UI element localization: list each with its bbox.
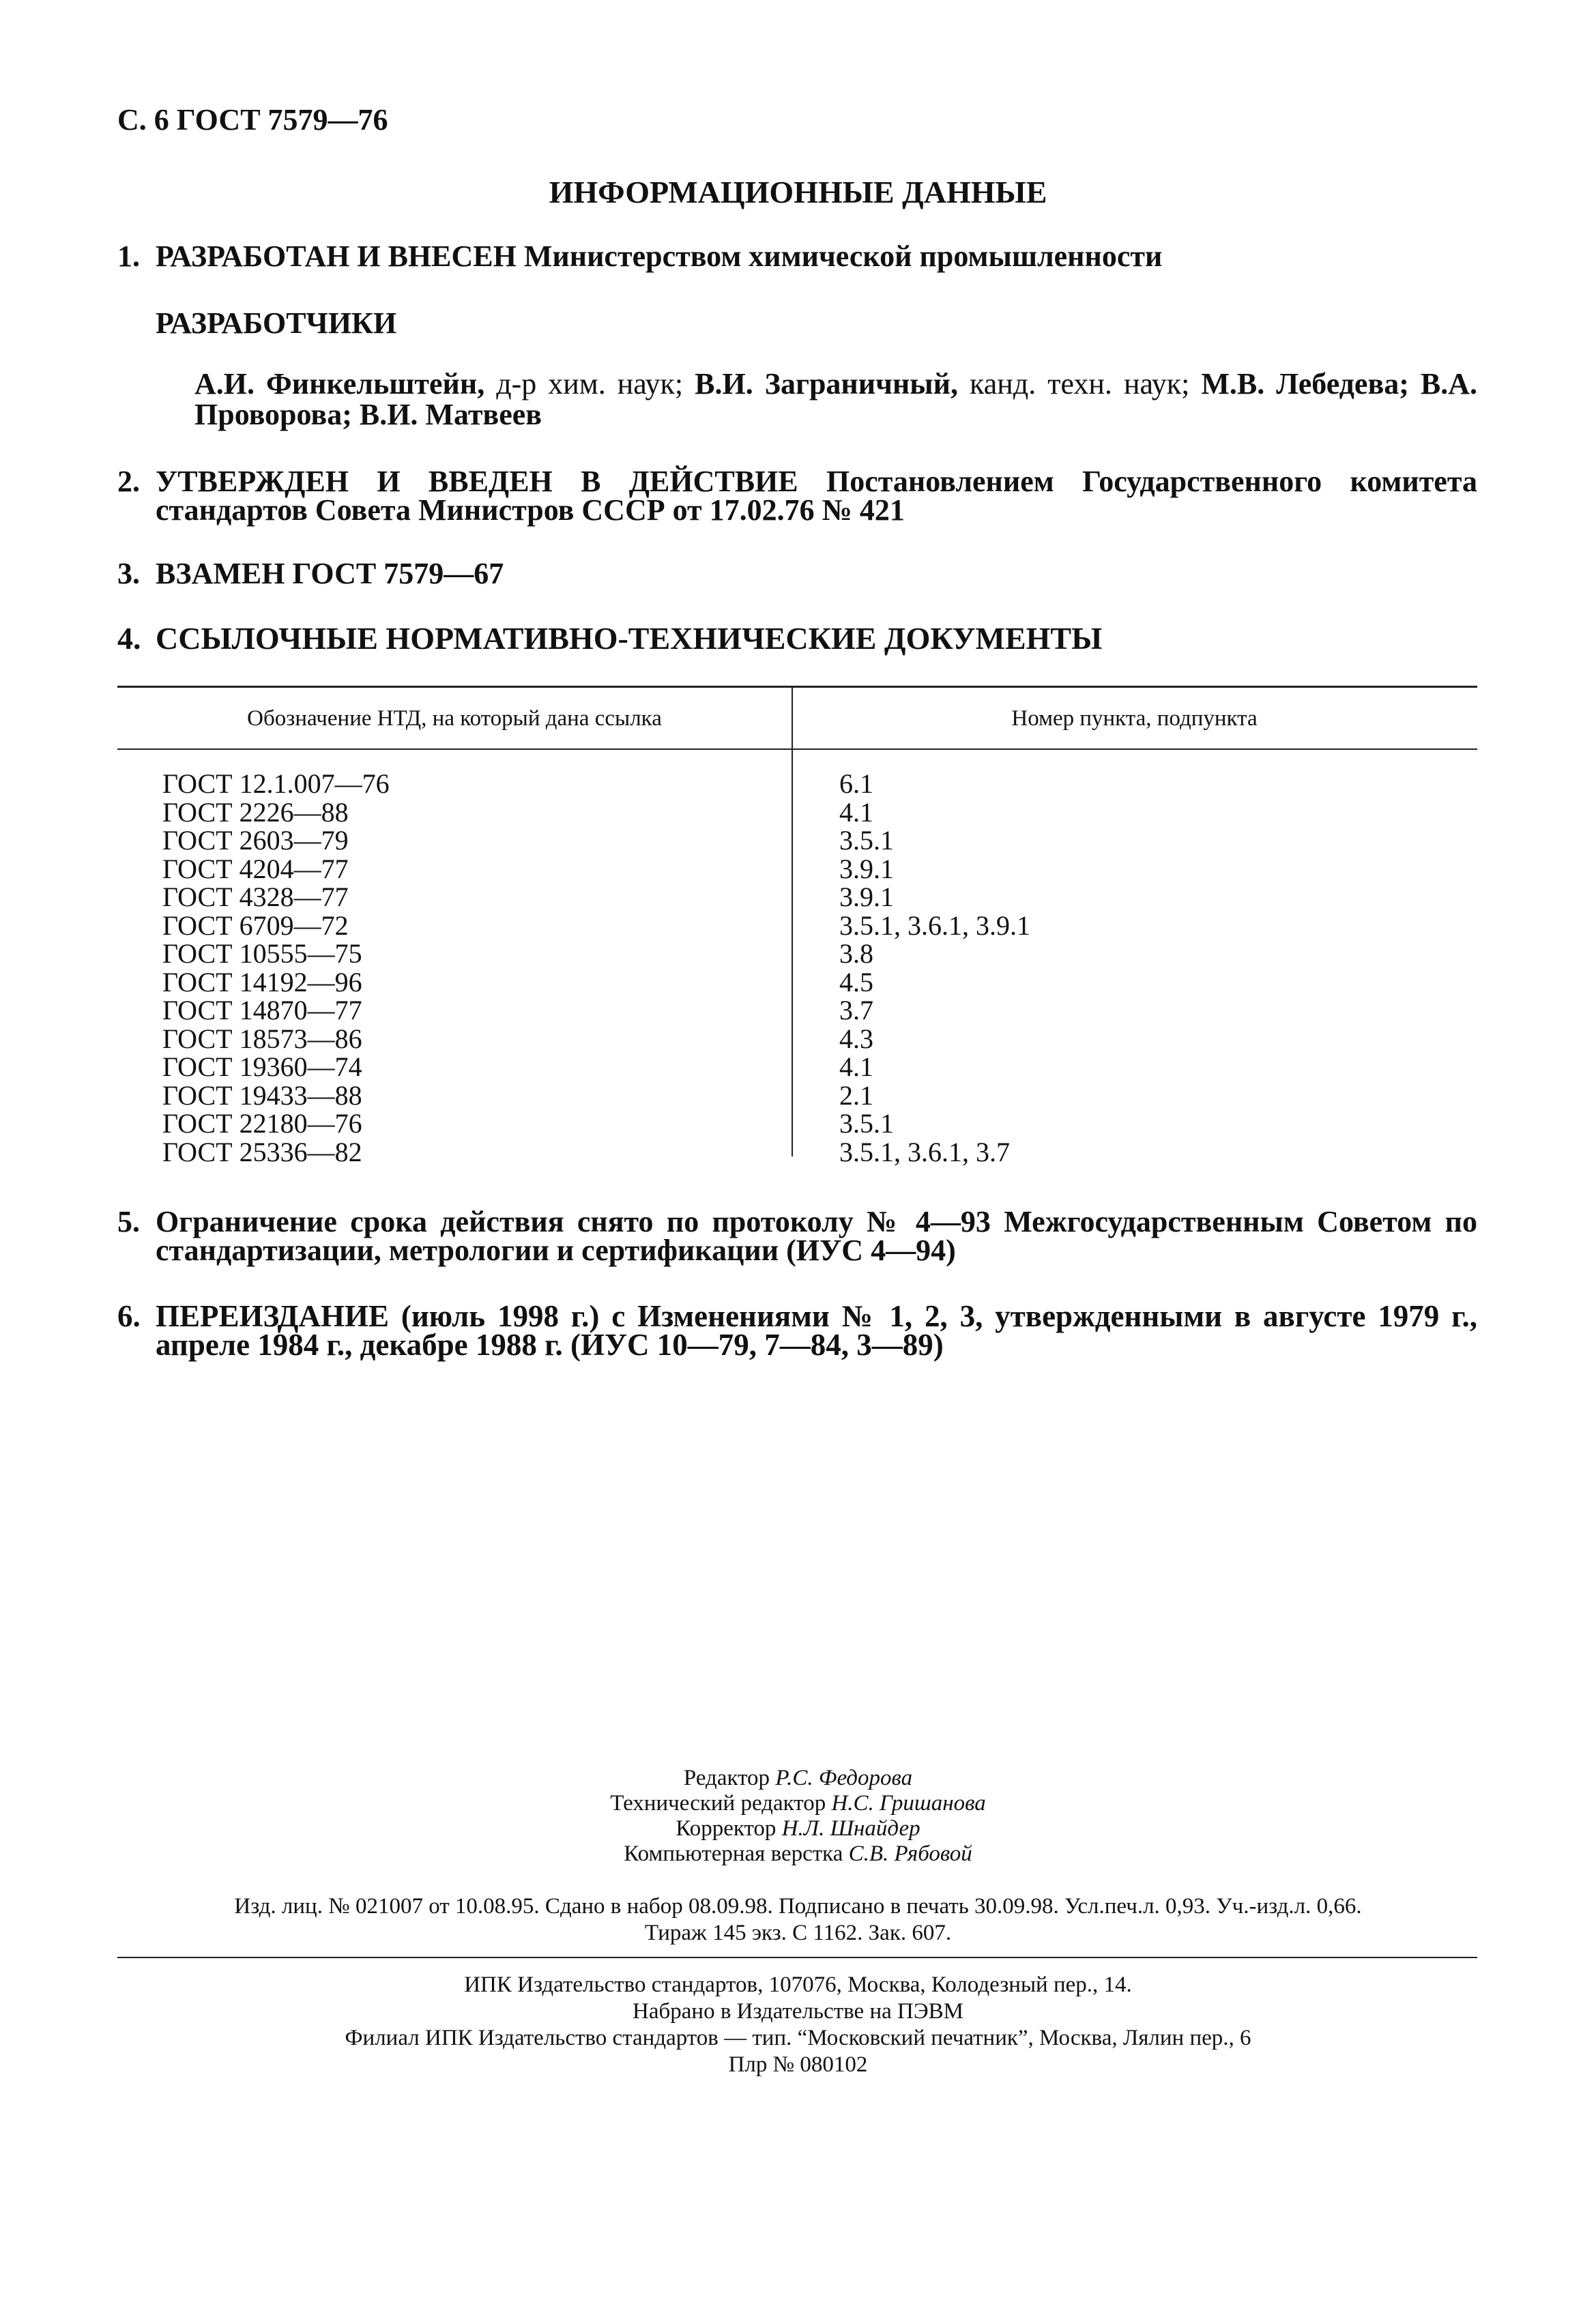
publication-line: Изд. лиц. № 021007 от 10.08.95. Сдано в набор 08.09.98. Подписано в печать 30.09.98. Усл.печ.л. 0,93. Уч.-изд.л. 0,66.	[234, 1894, 1362, 1919]
table-cell-doc: ГОСТ 19360—74	[162, 1051, 362, 1082]
imprint-label: Редактор	[683, 1766, 770, 1790]
table-header-doc: Обозначение НТД, на который дана ссылка	[247, 706, 662, 731]
item-6	[117, 1299, 1477, 1362]
table-cell-clause: 3.7	[839, 995, 873, 1025]
item-3	[117, 559, 1482, 588]
table-cell-clause: 4.1	[839, 796, 873, 828]
imprint-label: Корректор	[676, 1816, 777, 1841]
table-cell-clause: 4.1	[839, 1051, 873, 1082]
table-cell-doc: ГОСТ 6709—72	[162, 909, 349, 941]
item-2	[117, 467, 1477, 525]
developer-degree: канд. техн. наук;	[958, 367, 1202, 401]
developer-names: М.В. Лебедева; В.А. Проворова; В.И. Матвеев	[194, 367, 1478, 431]
page-header: С. 6 ГОСТ 7579—76	[117, 103, 388, 136]
table-cell-clause: 6.1	[839, 768, 873, 799]
imprint-editor	[0, 1766, 1596, 1791]
developer-degree: д-р хим. наук;	[484, 367, 695, 401]
table-cell-clause: 4.5	[839, 966, 873, 998]
item-3-text: ВЗАМЕН ГОСТ 7579—67	[156, 557, 504, 590]
publisher-block	[0, 1972, 1596, 2078]
table-column-clause	[839, 770, 1030, 1166]
table-cell-doc: ГОСТ 2603—79	[162, 825, 349, 856]
table-cell-clause: 3.9.1	[839, 853, 894, 884]
table-cell-clause: 3.5.1	[839, 1108, 894, 1139]
item-2-text: Постановлением Государственного комитета стандартов Совета Министров СССР от 17.02.76 № 421	[156, 465, 1477, 527]
imprint-label: Технический редактор	[610, 1791, 826, 1816]
item-number: 1.	[117, 239, 140, 273]
developer-name: А.И. Финкельштейн,	[194, 367, 485, 401]
imprint-layout	[0, 1841, 1596, 1867]
item-5-text: Ограничение срока действия снято по протоколу № 4—93 Межгосударственным Советом по стандартизации, метрологии и сертификации (ИУС 4—94)	[156, 1205, 1477, 1267]
table-column-divider	[792, 686, 793, 1156]
table-cell-clause: 3.8	[839, 938, 873, 969]
item-number: 5.	[117, 1205, 140, 1238]
developer-name: В.И. Заграничный,	[695, 367, 959, 401]
page-title: ИНФОРМАЦИОННЫЕ ДАННЫЕ	[549, 175, 1047, 209]
publisher-line: Набрано в Издательстве на ПЭВМ	[633, 1999, 963, 2024]
table-cell-clause: 3.5.1, 3.6.1, 3.7	[839, 1136, 1010, 1167]
developers-heading: РАЗРАБОТЧИКИ	[156, 306, 397, 340]
table-cell-doc: ГОСТ 19433—88	[162, 1079, 362, 1111]
table-cell-clause: 3.9.1	[839, 882, 894, 912]
table-cell-doc: ГОСТ 2226—88	[162, 796, 349, 828]
publication-data	[0, 1893, 1596, 1947]
table-cell-doc: ГОСТ 4204—77	[162, 853, 349, 884]
imprint-label: Компьютерная верстка	[624, 1841, 843, 1866]
imprint-person: С.В. Рябовой	[848, 1841, 972, 1866]
table-cell-clause: 3.5.1	[839, 825, 894, 856]
table-header-rule	[117, 748, 1477, 750]
table-cell-doc: ГОСТ 14870—77	[162, 995, 362, 1025]
table-cell-doc: ГОСТ 14192—96	[162, 966, 362, 998]
table-cell-clause: 3.5.1, 3.6.1, 3.9.1	[839, 909, 1030, 941]
imprint-corrector	[0, 1816, 1596, 1841]
table-cell-doc: ГОСТ 22180—76	[162, 1108, 362, 1139]
table-cell-doc: ГОСТ 25336—82	[162, 1136, 362, 1167]
table-top-rule	[117, 686, 1477, 688]
item-1-text: Министерством химической промышленности	[516, 239, 1163, 273]
item-1-lead: РАЗРАБОТАН И ВНЕСЕН	[156, 239, 517, 273]
item-6-lead: ПЕРЕИЗДАНИЕ	[156, 1299, 390, 1333]
item-5	[117, 1205, 1477, 1267]
item-4-text: ССЫЛОЧНЫЕ НОРМАТИВНО-ТЕХНИЧЕСКИЕ ДОКУМЕНТЫ	[156, 621, 1103, 656]
table-cell-doc: ГОСТ 10555—75	[162, 938, 362, 969]
imprint-block	[0, 1766, 1596, 1867]
publisher-line: ИПК Издательство стандартов, 107076, Москва, Колодезный пер., 14.	[464, 1972, 1132, 1997]
item-number: 3.	[117, 557, 140, 590]
item-1	[117, 239, 1482, 273]
item-2-lead: УТВЕРЖДЕН И ВВЕДЕН В ДЕЙСТВИЕ	[156, 465, 798, 498]
publisher-line: Филиал ИПК Издательство стандартов — тип. “Московский печатник”, Москва, Лялин пер., 6	[345, 2026, 1251, 2050]
item-6-text: (июль 1998 г.) с Изменениями № 1, 2, 3, утвержденными в августе 1979 г., апреле 1984 г., декабре 1988 г. (ИУС 10—79, 7—84, 3—89)	[156, 1299, 1477, 1362]
imprint-tech-editor	[0, 1791, 1596, 1816]
table-cell-doc: ГОСТ 18573—86	[162, 1023, 362, 1054]
table-cell-doc: ГОСТ 4328—77	[162, 882, 349, 912]
developers-list	[194, 368, 1477, 430]
publication-line: Тираж 145 экз. С 1162. Зак. 607.	[644, 1921, 952, 1945]
footer-rule	[117, 1957, 1477, 1958]
publisher-line: Плр № 080102	[728, 2052, 868, 2077]
item-number: 6.	[117, 1299, 141, 1333]
item-number: 2.	[117, 465, 140, 498]
table-cell-clause: 2.1	[839, 1079, 873, 1111]
imprint-person: Н.С. Гришанова	[831, 1791, 986, 1816]
imprint-person: Н.Л. Шнайдер	[781, 1816, 920, 1841]
item-4	[117, 621, 1482, 656]
table-cell-doc: ГОСТ 12.1.007—76	[162, 768, 390, 799]
table-column-doc	[162, 770, 390, 1166]
table-cell-clause: 4.3	[839, 1023, 873, 1054]
item-number: 4.	[117, 621, 141, 656]
table-header-clause: Номер пункта, подпункта	[1011, 706, 1258, 731]
imprint-person: Р.С. Федорова	[775, 1766, 913, 1790]
